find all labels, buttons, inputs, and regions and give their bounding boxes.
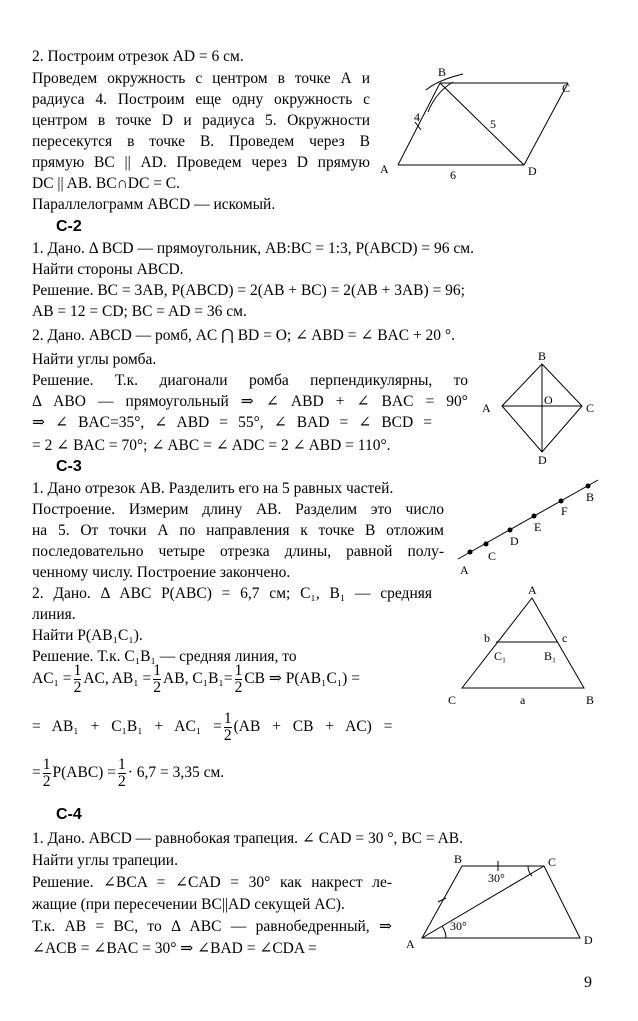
text-line: 1. Дано. ABCD — равнобокая трапеция. ∠ CAD = 30 °, BC = AB. xyxy=(32,830,464,847)
label-b: B xyxy=(586,490,595,504)
arc-center-a xyxy=(428,82,453,112)
text-line: Найти углы трапеции. xyxy=(32,852,178,869)
label-d: D xyxy=(538,453,547,467)
label-d: D xyxy=(510,534,519,548)
text-line: Найти стороны ABCD. xyxy=(32,261,184,278)
label-a: A xyxy=(380,162,389,176)
section-heading: С-4 xyxy=(56,806,82,823)
text-line: Найти P(AB₁C₁). xyxy=(32,627,143,644)
label-angle-bca: 30° xyxy=(488,871,505,885)
text-line: 2. Дано. Δ ABC P(ABC) = 6,7 см; C₁, B₁ — средняя xyxy=(32,585,432,602)
section-heading: С-2 xyxy=(56,218,82,235)
label-b: B xyxy=(586,693,595,707)
text-line: радиуса 4. Построим еще одну окружность с xyxy=(32,91,370,108)
text-line: Δ ABO — прямоугольный ⇒ ∠ ABD + ∠ BAC = 90° xyxy=(32,393,468,410)
formula-line: AC₁ = $\frac{1}{2}$ AC, AB₁ = $\frac{1}{2}$ AB, C₁B₁= $\frac{1}{2}$ CB ⇒ P(AB₁C₁) = xyxy=(32,661,360,696)
text-line: = 2 ∠ BAC = 70°; ∠ ABC = ∠ ADC = 2 ∠ ABD = 110°. xyxy=(32,437,391,454)
label-d: D xyxy=(528,164,537,178)
label-e: E xyxy=(534,520,542,534)
text-line: ∠ACB = ∠BAC = 30° ⇒ ∠BAD = ∠CDA = xyxy=(32,940,317,957)
text-line: Решение. Т.к. C₁B₁ — средняя линия, то xyxy=(32,648,297,665)
text-line: жащие (при пересечении BC||AD секущей AC). xyxy=(32,896,345,913)
text-line: AB = 12 = CD; BC = AD = 36 см. xyxy=(32,303,247,320)
label-d: D xyxy=(584,933,593,947)
text-line: Найти углы ромба. xyxy=(32,351,157,368)
label-c: C xyxy=(562,81,571,95)
text-line: прямую ВС || AD. Проведем через D прямую xyxy=(32,154,370,171)
label-a: A xyxy=(406,937,415,951)
label-c: C xyxy=(586,401,595,415)
label-length-6: 6 xyxy=(450,168,456,182)
label-b: B xyxy=(438,65,447,79)
rhombus-figure xyxy=(474,348,604,468)
label-c: C xyxy=(488,549,497,563)
text-line: Решение. Т.к. диагонали ромба перпендикулярны, то xyxy=(32,372,468,389)
section-heading: С-3 xyxy=(56,458,82,475)
label-angle-cad: 30° xyxy=(450,919,467,933)
text-line: на 5. От точки А по направления к точке В отложим xyxy=(32,522,444,539)
text-line: центром в точке D и радиуса 5. Окружности xyxy=(32,112,370,129)
label-b: B xyxy=(454,852,463,866)
formula-line: = AB₁ + C₁B₁ + AC₁ = $\frac{1}{2}$ (AB + CB + AC) = xyxy=(32,709,393,744)
segment-ab xyxy=(398,83,440,165)
page-number: 9 xyxy=(584,974,592,991)
point-d xyxy=(508,528,513,533)
label-c: C xyxy=(548,855,557,869)
fraction: $\frac{1}{2}$ xyxy=(42,755,51,790)
label-a-side: a xyxy=(520,693,526,707)
text-line: 1. Дано. Δ BCD — прямоугольник, AB:BC = 1:3, P(ABCD) = 96 см. xyxy=(32,240,474,257)
label-b-side: b xyxy=(484,631,490,645)
segment-ab xyxy=(458,480,598,559)
text-line: Т.к. AB = BC, то Δ ABC — равнобедренный, ⇒ xyxy=(32,918,392,935)
fraction: $\frac{1}{2}$ xyxy=(223,709,232,744)
label-f: F xyxy=(561,504,568,518)
point-b xyxy=(586,484,591,489)
diagonal-ac xyxy=(422,866,544,938)
point-e xyxy=(532,514,537,519)
segment-bd xyxy=(440,83,524,165)
text-line: Проведем окружность с центром в точке А и xyxy=(32,70,370,87)
point-c xyxy=(484,542,489,547)
label-length-4: 4 xyxy=(414,110,420,124)
segment-cd xyxy=(524,81,571,165)
formula-line: = $\frac{1}{2}$ P(ABC) = $\frac{1}{2}$ · 6,7 = 3,35 см. xyxy=(32,755,225,790)
text-line: Построение. Измерим длину AB. Разделим это число xyxy=(32,501,444,518)
label-c-side: c xyxy=(562,631,568,645)
fraction: $\frac{1}{2}$ xyxy=(73,661,82,696)
angle-arc-a xyxy=(442,926,446,938)
label-b: B xyxy=(538,349,547,363)
fraction: $\frac{1}{2}$ xyxy=(153,661,162,696)
fraction: $\frac{1}{2}$ xyxy=(234,661,243,696)
text-line: Параллелограмм ABCD — искомый. xyxy=(32,196,276,213)
label-b1: B₁ xyxy=(544,649,557,663)
text-line: Решение. ∠BCA = ∠CAD = 30° как накрест ле- xyxy=(32,874,392,891)
text-line: 2. Дано. ABCD — ромб, AC ⋂ BD = O; ∠ ABD = ∠ BAC + 20 °. xyxy=(32,327,456,344)
triangle-midline-figure xyxy=(444,580,604,712)
text-line: DC || AB. BC∩DC = С. xyxy=(32,175,181,192)
text-line: линия. xyxy=(32,606,76,623)
text-line: Решение. ВС = 3АВ, P(ABCD) = 2(AB + BC) = 2(AB + 3AB) = 96; xyxy=(32,282,465,299)
segment-division-figure xyxy=(448,474,608,584)
fraction: $\frac{1}{2}$ xyxy=(117,755,126,790)
parallelogram-figure xyxy=(378,62,598,192)
label-c: C xyxy=(448,693,457,707)
label-a: A xyxy=(528,583,537,597)
text-line: последовательно четыре отрезка длины, равной полу- xyxy=(32,543,444,560)
label-a: A xyxy=(460,563,469,577)
label-length-5: 5 xyxy=(490,117,496,131)
point-f xyxy=(559,499,564,504)
text-line: ченному числу. Построение закончено. xyxy=(32,564,291,581)
label-o: O xyxy=(544,393,553,407)
trapezoid-figure xyxy=(402,852,602,954)
text-line: пересекутся в точке В. Проведем через В xyxy=(32,133,370,150)
label-a: A xyxy=(482,401,491,415)
text-line: ⇒ ∠ BAC=35°, ∠ ABD = 55°, ∠ BAD = ∠ BCD = xyxy=(32,414,432,431)
point-a xyxy=(468,550,473,555)
text-line: 1. Дано отрезок AB. Разделить его на 5 равных частей. xyxy=(32,480,394,497)
label-c1: C₁ xyxy=(494,649,507,663)
text-line: 2. Построим отрезок AD = 6 см. xyxy=(32,48,244,65)
